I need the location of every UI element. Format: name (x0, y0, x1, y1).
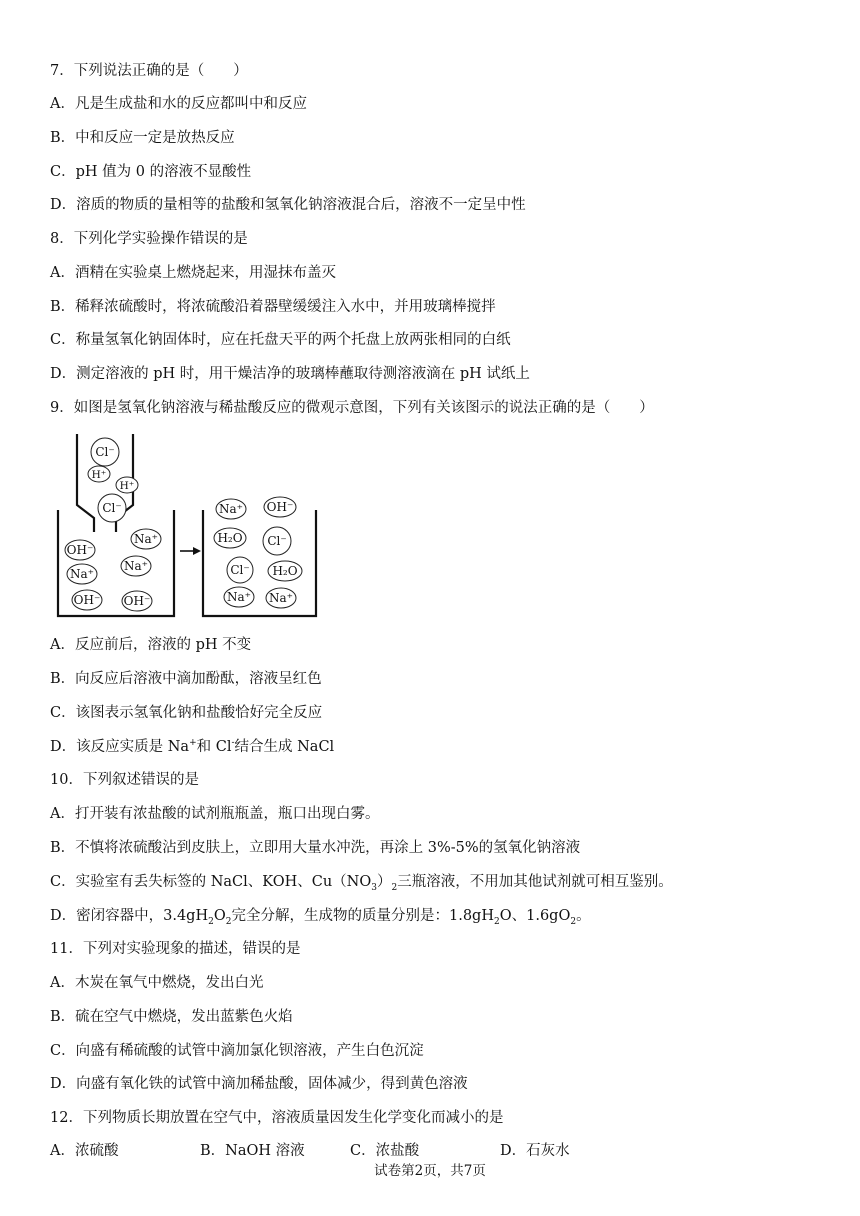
q8-option-b: B．稀释浓硫酸时，将浓硫酸沿着器壁缓缓注入水中，并用玻璃棒搅拌 (50, 299, 496, 315)
q12-option-d: D．石灰水 (500, 1143, 570, 1159)
q12-options (50, 1142, 610, 1160)
q9-option-a: A．反应前后，溶液的 pH 不变 (50, 637, 252, 653)
q7-option-a: A．凡是生成盐和水的反应都叫中和反应 (50, 96, 307, 112)
ion-na: Na⁺ (219, 502, 243, 516)
q7-option-b: B．中和反应一定是放热反应 (50, 130, 235, 146)
q10-option-a: A．打开装有浓盐酸的试剂瓶瓶盖，瓶口出现白雾。 (50, 806, 380, 822)
q9-stem: 9．如图是氢氧化钠溶液与稀盐酸反应的微观示意图，下列有关该图示的说法正确的是（ ） (50, 400, 654, 416)
ion-na: Na⁺ (227, 590, 251, 604)
ion-oh: OH⁻ (123, 594, 151, 608)
q10-stem: 10．下列叙述错误的是 (50, 772, 199, 788)
q12-option-b: B．NaOH 溶液 (200, 1143, 305, 1159)
ion-cl: Cl⁻ (95, 445, 115, 459)
ion-na: Na⁺ (269, 591, 293, 605)
ion-h: H⁺ (91, 469, 107, 481)
q12-option-a: A．浓硫酸 (50, 1143, 119, 1159)
q11-option-a: A．木炭在氧气中燃烧，发出白光 (50, 975, 264, 991)
q12-stem: 12．下列物质长期放置在空气中，溶液质量因发生化学变化而减小的是 (50, 1110, 504, 1126)
ion-na: Na⁺ (134, 532, 158, 546)
ion-cl: Cl⁻ (230, 563, 250, 577)
q8-option-a: A．酒精在实验桌上燃烧起来，用湿抹布盖灭 (50, 265, 336, 281)
molecule-h2o: H₂O (272, 564, 298, 578)
q12-option-c: C．浓盐酸 (350, 1143, 420, 1159)
ion-oh: OH⁻ (73, 593, 101, 607)
q7-option-d: D．溶质的物质的量相等的盐酸和氢氧化钠溶液混合后，溶液不一定呈中性 (50, 197, 526, 213)
molecule-h2o: H₂O (217, 531, 243, 545)
q9-option-c: C．该图表示氢氧化钠和盐酸恰好完全反应 (50, 705, 323, 721)
q10-option-c: C．实验室有丢失标签的 NaCl、KOH、$Cu(NO_3)_2$三瓶溶液，不用加其他试剂就可相互鉴别。 (50, 874, 673, 893)
q11-option-c: C．向盛有稀硫酸的试管中滴加氯化钡溶液，产生白色沉淀 (50, 1043, 424, 1059)
q11-option-b: B．硫在空气中燃烧，发出蓝紫色火焰 (50, 1009, 293, 1025)
ion-na: Na⁺ (70, 567, 94, 581)
reaction-diagram (50, 428, 330, 624)
q10-option-d: D．密闭容器中，$3.4gH_2O_2$完全分解，生成物的质量分别是：$1.8gH_2O$、$1.6gO_2$。 (50, 908, 591, 927)
ion-na: Na⁺ (124, 559, 148, 573)
q8-stem: 8．下列化学实验操作错误的是 (50, 231, 248, 247)
page-footer: 试卷第2页，共7页 (374, 1163, 486, 1179)
q8-option-d: D．测定溶液的 pH 时，用干燥洁净的玻璃棒蘸取待测溶液滴在 pH 试纸上 (50, 366, 530, 382)
q8-option-c: C．称量氢氧化钠固体时，应在托盘天平的两个托盘上放两张相同的白纸 (50, 332, 511, 348)
ion-cl: Cl⁻ (102, 501, 122, 515)
ion-oh: OH⁻ (266, 500, 294, 514)
ion-cl: Cl⁻ (267, 534, 287, 548)
q9-option-b: B．向反应后溶液中滴加酚酞，溶液呈红色 (50, 671, 322, 687)
ion-oh: OH⁻ (66, 543, 94, 557)
q11-stem: 11．下列对实验现象的描述，错误的是 (50, 941, 301, 957)
q9-option-d: D．该反应实质是 Na+和 Cl-结合生成 NaCl (50, 738, 335, 755)
q10-option-b: B．不慎将浓硫酸沾到皮肤上，立即用大量水冲洗，再涂上 3%-5%的氢氧化钠溶液 (50, 840, 581, 856)
q7-option-c: C．pH 值为 0 的溶液不显酸性 (50, 164, 252, 180)
ion-h: H⁺ (119, 480, 135, 492)
q7-stem: 7．下列说法正确的是（ ） (50, 63, 248, 79)
q11-option-d: D．向盛有氧化铁的试管中滴加稀盐酸，固体减少，得到黄色溶液 (50, 1076, 468, 1092)
